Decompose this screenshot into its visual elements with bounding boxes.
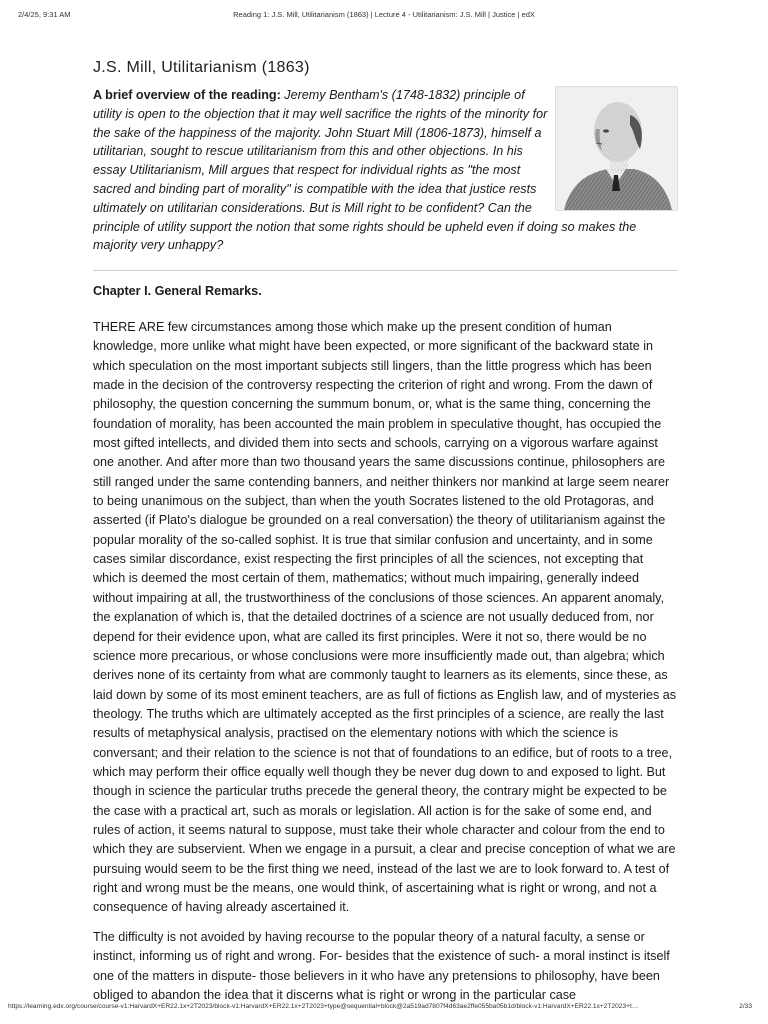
overview-lead: A brief overview of the reading: bbox=[93, 88, 285, 102]
chapter-paragraph-2: The difficulty is not avoided by having recourse to the popular theory of a natural faculty, a sense or instinct, informing us of right and wrong. For- besides that the existence of such- a moral instinct is itself one of the matters in dispute- those believers in it who have any pretensions to philosophy, have been obliged to abandon the idea that it discerns what is right or wrong in the particular case bbox=[93, 930, 670, 1003]
chapter-paragraph-1: THERE ARE few circumstances among those which make up the present condition of human knowledge, more unlike what might have been expected, or more significant of the backward state in which speculation on the most important subjects still lingers, than the little progress which has been made in the decision of the controversy respecting the criterion of right and wrong. From the dawn of philosophy, the question concerning the summum bonum, or, what is the same thing, concerning the foundation of morality, has been accounted the main problem in speculative thought, has occupied the most gifted intellects, and divided them into sects and schools, carrying on a vigorous warfare against one another. And after more than two thousand years the same discussions continue, philosophers are still ranged under the same contending banners, and neither thinkers nor mankind at large seem nearer to being unanimous on the subject, than when the youth Socrates listened to the old Protagoras, and asserted (if Plato's dialogue be grounded on a real conversation) the theory of utilitarianism against the popular morality of the so-called sophist. It is true that similar confusion and uncertainty, and in some cases similar discordance, exist respecting the first principles of all the sciences, not excepting that which is deemed the most certain of them, mathematics; without much impairing, generally indeed without impairing at all, the trustworthiness of the conclusions of those sciences. An apparent anomaly, the explanation of which is, that the detailed doctrines of a science are not usually deduced from, nor depend for their evidence upon, what are called its first principles. Were it not so, there would be no science more precarious, or whose conclusions were more insufficiently made out, than algebra; which derives none of its certainty from what are commonly taught to learners as its elements, since these, as laid down by some of its most eminent teachers, are as full of fictions as English law, and of mysteries as theology. The truths which are ultimately accepted as the first principles of a science, are really the last results of metaphysical analysis, practised on the elementary notions with which the science is conversant; and their relation to the science is not that of foundations to an edifice, but of roots to a tree, which may perform their office equally well though they be never dug down to and exposed to light. But though in science the particular truths precede the general theory, the contrary might be expected to be the case with a practical art, such as morals or legislation. All action is for the sake of some end, and rules of action, it seems natural to suppose, must take their whole character and colour from the end to which they are subservient. When we engage in a pursuit, a clear and precise conception of what we are pursuing would seem to be the first thing we need, instead of the last we are to look forward to. A test of right and wrong must be the means, one would think, of ascertaining what is right or wrong, and not a consequence of having already ascertained it. bbox=[93, 320, 677, 915]
portrait-engraving-icon bbox=[556, 87, 677, 210]
portrait-image bbox=[555, 86, 678, 211]
print-page-number: 2/33 bbox=[739, 1003, 752, 1010]
print-header bbox=[0, 10, 768, 24]
print-datetime: 2/4/25, 9:31 AM bbox=[18, 10, 71, 19]
chapter-heading: Chapter I. General Remarks. bbox=[93, 284, 262, 298]
overview-text: Jeremy Bentham's (1748-1832) principle of utility is open to the objection that it may well sacrifice the rights of the minority for the sake of the happiness of the majority. John Stuart Mill (1806-1873), himself a utilitarian, sought to rescue utilitarianism from this and other objections. In his essay Utilitarianism, Mill argues that respect for individual rights as "the most sacred and binding part of morality" is compatible with the idea that justice rests ultimately on utilitarian considerations. But is Mill right to be confident? Can the principle of utility support the notion that some rights should be upheld even if doing so makes the majority very unhappy? bbox=[93, 88, 637, 253]
section-divider bbox=[93, 270, 678, 271]
reading-title: J.S. Mill, Utilitarianism (1863) bbox=[93, 59, 310, 76]
print-footer bbox=[0, 1003, 768, 1017]
reading-overview bbox=[93, 86, 678, 255]
print-url: https://learning.edx.org/course/course-v1:HarvardX+ER22.1x+2T2023/block-v1:HarvardX+ER22.1x+2T2023+type@sequential+block@2a519ad7807f4d63ae2ffe055ba05b1d/block-v1:HarvardX+ER22.1x+2T2023+t… bbox=[8, 1003, 639, 1010]
print-page-title: Reading 1: J.S. Mill, Utilitarianism (1863) | Lecture 4 - Utilitarianism: J.S. Mill | Justice | edX bbox=[233, 10, 535, 19]
